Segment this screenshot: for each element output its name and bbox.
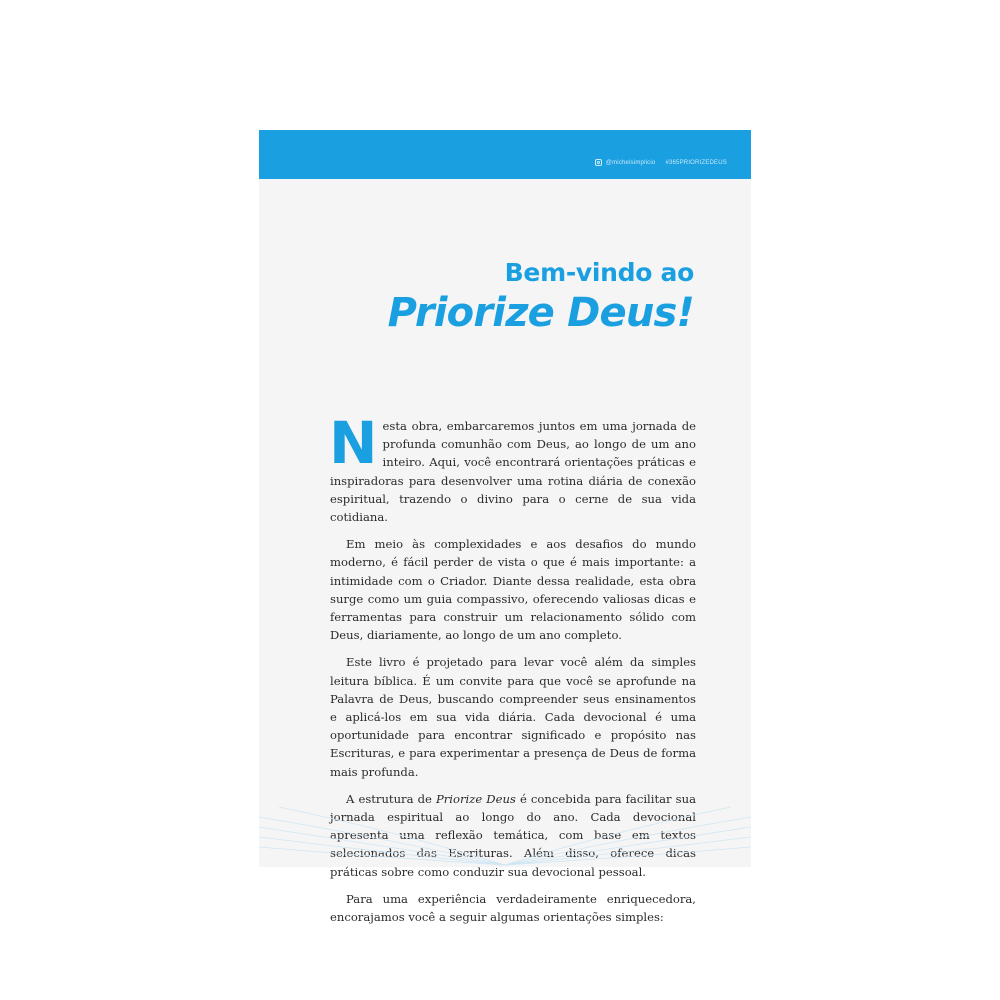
- book-title: Priorize Deus: [435, 791, 516, 806]
- structure-before: A estrutura de: [346, 791, 436, 806]
- page-title: [388, 258, 694, 336]
- book-page: [259, 130, 751, 925]
- decorative-pages-illustration: [259, 777, 751, 867]
- title-line-1: Bem-vindo ao: [504, 258, 694, 287]
- structure-after: é concebida para facilitar sua jornada espiritual ao longo do ano. Cada devocional apresenta uma reflexão temática, com base em textos selecionados das Escrituras. Além disso, oferece dicas práticas sobre como conduzir sua devocional pessoal.: [330, 791, 696, 879]
- paragraph-2: Em meio às complexidades e aos desafios do mundo moderno, é fácil perder de vista o que é mais importante: a intimidade com o Criador. Diante dessa realidade, esta obra surge como um guia compassivo, oferecendo valiosas dicas e ferramentas para construir um relacionamento sólido com Deus, diariamente, ao longo de um ano completo.: [330, 537, 696, 643]
- instagram-handle: @michelsimplicio: [605, 159, 656, 166]
- instagram-icon: [595, 159, 602, 166]
- drop-cap: N: [329, 409, 378, 477]
- paragraph-3: Este livro é projetado para levar você além da simples leitura bíblica. É um convite para que você se aprofunde na Palavra de Deus, buscando compreender seus ensinamentos e aplicá-los em sua vida diária. Cada devocional é uma oportunidade para encontrar significado e propósito nas Escrituras, e para experimentar a presença de Deus de forma mais profunda.: [330, 655, 696, 779]
- header-bar: [259, 130, 751, 179]
- title-line-2: Priorize Deus!: [387, 290, 694, 336]
- intro-text: esta obra, embarcaremos juntos em uma jornada de profunda comunhão com Deus, ao longo de um ano inteiro. Aqui, você encontrará orientações práticas e inspiradoras para desenvolver uma rotina diária de conexão espiritual, trazendo o divino para o cerne de sua vida cotidiana.: [330, 419, 696, 525]
- intro-paragraph: [329, 409, 696, 526]
- header-meta: [595, 159, 727, 166]
- hashtag: #365PRIORIZEDEUS: [665, 159, 727, 166]
- closing-paragraph: Para uma experiência verdadeiramente enriquecedora, encorajamos você a seguir algumas orientações simples:: [330, 891, 696, 925]
